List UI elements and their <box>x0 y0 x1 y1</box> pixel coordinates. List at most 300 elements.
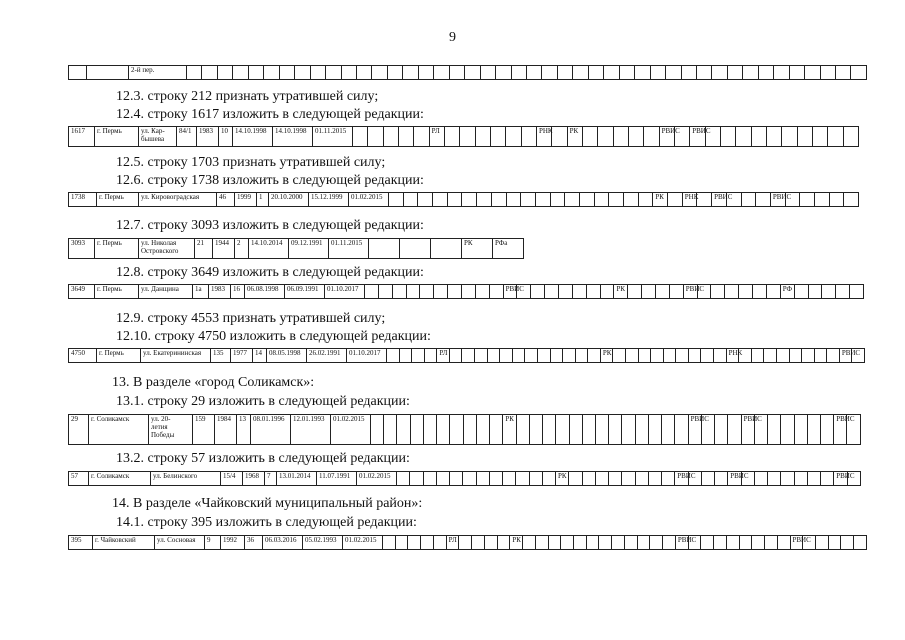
table-cell <box>403 66 418 80</box>
table-cell <box>768 415 781 445</box>
table-cell: 14.10.1998 <box>233 127 273 147</box>
table-cell <box>356 66 371 80</box>
table-cell <box>506 193 521 207</box>
table-cell: РК <box>567 127 582 147</box>
table-cell <box>516 415 529 445</box>
table-cell <box>820 415 833 445</box>
table-cell: г. Пермь <box>97 193 139 207</box>
table-cell <box>369 239 400 259</box>
table-cell: ул. Сосновая <box>155 536 205 550</box>
table-cell <box>516 472 529 486</box>
table-cell <box>295 66 310 80</box>
table-cell <box>434 285 448 299</box>
table-cell <box>521 193 536 207</box>
table-cell <box>751 349 764 363</box>
table-cell <box>535 193 550 207</box>
table-cell <box>434 66 449 80</box>
table-row-395 <box>68 535 867 550</box>
table-cell <box>794 472 807 486</box>
table-cell <box>789 66 804 80</box>
table-cell <box>437 415 450 445</box>
table-cell: 08.01.1996 <box>251 415 291 445</box>
table-cell: г. Пермь <box>95 285 139 299</box>
table-cell <box>449 349 462 363</box>
table-cell <box>635 66 650 80</box>
table-cell <box>727 66 742 80</box>
table-cell: 9 <box>205 536 221 550</box>
table-cell: 13.01.2014 <box>277 472 317 486</box>
table-cell <box>582 415 595 445</box>
table-cell <box>720 127 735 147</box>
table-cell <box>477 193 492 207</box>
table-cell: 4750 <box>69 349 97 363</box>
table-cell <box>814 349 827 363</box>
table-cell <box>444 127 459 147</box>
table-cell: РВИС <box>690 127 705 147</box>
table-cell: 46 <box>217 193 235 207</box>
table-row <box>69 66 867 80</box>
table-cell: 14.10.2014 <box>249 239 289 259</box>
table-cell: 09.12.1991 <box>289 239 329 259</box>
table-cell <box>420 285 434 299</box>
table-cell <box>410 415 423 445</box>
table-cell <box>586 285 600 299</box>
table-cell <box>650 536 663 550</box>
table-cell: РНК <box>726 349 739 363</box>
table-cell <box>628 127 643 147</box>
table-cell <box>696 66 711 80</box>
table-cell: 05.02.1993 <box>303 536 343 550</box>
table-cell: РК <box>462 239 493 259</box>
table-cell <box>548 536 561 550</box>
table-cell: РК <box>556 472 569 486</box>
table-cell <box>638 349 651 363</box>
table-cell <box>476 415 489 445</box>
table-cell <box>563 349 576 363</box>
table-cell <box>529 472 542 486</box>
table-cell: РК <box>653 193 668 207</box>
paragraph-12-5: 12.5. строку 1703 признать утратившей силу; <box>116 155 386 170</box>
table-cell <box>383 536 396 550</box>
table-cell <box>600 285 614 299</box>
table-cell: 1944 <box>213 239 235 259</box>
table-cell <box>701 536 714 550</box>
table-row-3649 <box>68 284 864 299</box>
table-cell <box>715 415 728 445</box>
table-cell: 15/4 <box>221 472 243 486</box>
table-cell: 395 <box>69 536 93 550</box>
table-cell: г. Соликамск <box>89 415 149 445</box>
table-cell <box>822 285 836 299</box>
table-row <box>69 285 864 299</box>
table-row-3093 <box>68 238 524 259</box>
table-cell: 01.10.2017 <box>325 285 365 299</box>
table-cell: 1 <box>257 193 269 207</box>
table-cell <box>711 285 725 299</box>
table-cell <box>326 66 341 80</box>
table-cell <box>741 193 756 207</box>
table-cell: РК <box>614 285 628 299</box>
table-cell: РВИС <box>675 472 688 486</box>
table-cell: 26.02.1991 <box>307 349 347 363</box>
table-cell: 08.05.1998 <box>267 349 307 363</box>
table-cell: ул. Данщина <box>139 285 193 299</box>
paragraph-12-6: 12.6. строку 1738 изложить в следующей редакции: <box>116 173 424 188</box>
table-cell: 14.10.1998 <box>273 127 313 147</box>
table-cell <box>794 415 807 445</box>
table-cell <box>805 66 820 80</box>
table-cell: РВИС <box>659 127 674 147</box>
table-cell <box>484 536 497 550</box>
table-cell <box>622 415 635 445</box>
table-cell <box>579 193 594 207</box>
table-cell: г. Пермь <box>95 239 139 259</box>
table-cell <box>766 127 781 147</box>
table-cell <box>365 285 379 299</box>
table-cell <box>728 415 741 445</box>
table-cell <box>87 66 129 80</box>
table-cell <box>403 193 418 207</box>
table-cell <box>368 127 383 147</box>
table-cell: 06.08.1998 <box>245 285 285 299</box>
table-row-57 <box>68 471 861 486</box>
section-heading-14: 14. В разделе «Чайковский муниципальный район»: <box>112 496 423 511</box>
table-cell: 29 <box>69 415 89 445</box>
table-cell <box>628 285 642 299</box>
table-cell <box>421 536 434 550</box>
table-cell <box>497 536 510 550</box>
table-cell: 01.02.2015 <box>357 472 397 486</box>
table-cell <box>753 285 767 299</box>
table-cell <box>714 349 727 363</box>
table-cell: РВИС <box>834 415 847 445</box>
table-cell: РВИС <box>839 349 852 363</box>
paragraph-12-3: 12.3. строку 212 признать утратившей силу; <box>116 89 379 104</box>
table-cell <box>398 127 413 147</box>
table-row-4750 <box>68 348 865 363</box>
table-cell <box>462 193 477 207</box>
table-cell: 135 <box>211 349 231 363</box>
table-cell: 2 <box>235 239 249 259</box>
table-cell <box>475 127 490 147</box>
table-cell <box>827 349 840 363</box>
table-cell: 21 <box>195 239 213 259</box>
table-cell <box>462 285 476 299</box>
table-cell <box>609 193 624 207</box>
table-cell <box>414 127 429 147</box>
table-cell <box>490 127 505 147</box>
table-cell <box>264 66 279 80</box>
table-cell <box>776 349 789 363</box>
table-cell <box>460 127 475 147</box>
table-cell <box>565 193 580 207</box>
table-cell <box>353 127 368 147</box>
table-cell <box>341 66 356 80</box>
table-row <box>69 536 867 550</box>
table-cell <box>789 349 802 363</box>
table-cell: 11.07.1991 <box>317 472 357 486</box>
table-cell <box>622 472 635 486</box>
table-cell <box>408 536 421 550</box>
table-cell <box>217 66 232 80</box>
table-cell <box>463 415 476 445</box>
table-row <box>69 349 865 363</box>
table-cell <box>529 415 542 445</box>
table-cell: 10 <box>219 127 233 147</box>
table-cell <box>743 66 758 80</box>
table-cell <box>436 472 449 486</box>
table-cell: 7 <box>265 472 277 486</box>
table-cell <box>676 349 689 363</box>
table-cell <box>490 415 503 445</box>
table-cell <box>395 536 408 550</box>
table-cell <box>725 285 739 299</box>
table-cell <box>582 472 595 486</box>
table-cell: ул. Екатерининская <box>141 349 211 363</box>
table-cell <box>697 193 712 207</box>
table-cell: 1977 <box>231 349 253 363</box>
table-row <box>69 415 861 445</box>
table-cell <box>726 536 739 550</box>
page-number: 9 <box>449 30 456 45</box>
table-cell <box>525 349 538 363</box>
table-cell <box>526 66 541 80</box>
table-cell <box>714 536 727 550</box>
table-cell <box>248 66 263 80</box>
table-cell: РВИС <box>683 285 697 299</box>
table-cell <box>612 536 625 550</box>
table-cell <box>572 285 586 299</box>
table-cell <box>448 285 462 299</box>
table-cell <box>450 415 463 445</box>
table-cell <box>423 415 436 445</box>
table-cell <box>595 415 608 445</box>
table-cell: РЛ <box>429 127 444 147</box>
table-cell: 16 <box>231 285 245 299</box>
table-cell <box>635 415 648 445</box>
table-cell <box>599 536 612 550</box>
table-cell <box>781 472 794 486</box>
paragraph-12-7: 12.7. строку 3093 изложить в следующей редакции: <box>116 218 424 233</box>
table-cell <box>542 472 555 486</box>
table-cell <box>465 66 480 80</box>
paragraph-13-1: 13.1. строку 29 изложить в следующей редакции: <box>116 394 410 409</box>
table-cell: г. Пермь <box>97 349 141 363</box>
table-cell <box>807 472 820 486</box>
table-cell <box>812 127 827 147</box>
table-cell <box>820 66 835 80</box>
table-cell <box>506 127 521 147</box>
table-cell <box>423 472 436 486</box>
table-cell <box>768 472 781 486</box>
table-cell <box>765 536 778 550</box>
table-cell <box>662 415 675 445</box>
table-cell: ул. Кар- бышева <box>139 127 177 147</box>
table-cell <box>829 193 844 207</box>
table-cell: РВИС <box>770 193 785 207</box>
table-cell <box>777 536 790 550</box>
table-cell <box>681 66 696 80</box>
table-row <box>69 127 859 147</box>
table-cell <box>651 349 664 363</box>
table-cell <box>841 536 854 550</box>
table-cell <box>523 536 536 550</box>
table-cell <box>851 66 866 80</box>
table-cell <box>635 472 648 486</box>
table-cell <box>543 415 556 445</box>
table-cell <box>545 285 559 299</box>
table-cell <box>656 285 670 299</box>
table-cell <box>821 472 834 486</box>
table-cell <box>573 66 588 80</box>
table-cell <box>836 66 851 80</box>
table-cell <box>594 193 609 207</box>
table-cell <box>836 285 850 299</box>
table-cell: 01.02.2015 <box>331 415 371 445</box>
table-cell <box>418 66 433 80</box>
table-cell <box>433 193 448 207</box>
table-cell: 84/1 <box>177 127 197 147</box>
table-cell: 1738 <box>69 193 97 207</box>
table-cell <box>450 472 463 486</box>
table-cell: 3649 <box>69 285 95 299</box>
table-cell: 15.12.1999 <box>309 193 349 207</box>
table-cell <box>802 349 815 363</box>
table-cell <box>556 415 569 445</box>
table-cell <box>807 415 820 445</box>
table-cell: 01.02.2015 <box>349 193 389 207</box>
table-cell: РВИС <box>675 536 688 550</box>
table-cell <box>187 66 202 80</box>
table-cell <box>619 66 634 80</box>
table-cell <box>701 472 714 486</box>
table-cell: 01.11.2015 <box>329 239 369 259</box>
table-cell <box>736 127 751 147</box>
table-cell: 1999 <box>235 193 257 207</box>
table-cell <box>511 66 526 80</box>
paragraph-14-1: 14.1. строку 395 изложить в следующей редакции: <box>116 515 417 530</box>
table-cell <box>642 285 656 299</box>
paragraph-12-9: 12.9. строку 4553 признать утратившей силу; <box>116 311 386 326</box>
table-cell <box>668 193 683 207</box>
table-cell <box>552 127 567 147</box>
paragraph-12-8: 12.8. строку 3649 изложить в следующей редакции: <box>116 265 424 280</box>
table-cell <box>758 66 773 80</box>
table-cell <box>397 415 410 445</box>
table-cell <box>739 536 752 550</box>
table-cell: РВИС <box>712 193 727 207</box>
table-cell <box>561 536 574 550</box>
table-cell: 1984 <box>215 415 237 445</box>
table-cell <box>648 415 661 445</box>
table-cell <box>650 66 665 80</box>
table-cell <box>844 193 859 207</box>
table-cell: ул. Белинского <box>151 472 221 486</box>
table-cell <box>663 349 676 363</box>
table-cell <box>406 285 420 299</box>
paragraph-12-4: 12.4. строку 1617 изложить в следующей редакции: <box>116 107 424 122</box>
table-cell <box>575 349 588 363</box>
table-cell <box>569 472 582 486</box>
table-cell <box>754 472 767 486</box>
table-cell <box>387 66 402 80</box>
table-cell <box>814 193 829 207</box>
table-cell <box>828 127 843 147</box>
table-cell: ул. 20- летия Победы <box>149 415 193 445</box>
table-cell <box>462 349 475 363</box>
table-cell <box>550 193 565 207</box>
table-cell: 13 <box>237 415 251 445</box>
table-cell: РФ <box>780 285 794 299</box>
table-cell <box>531 285 545 299</box>
table-cell: 20.10.2000 <box>269 193 309 207</box>
table-cell <box>764 349 777 363</box>
table-cell <box>662 472 675 486</box>
table-cell <box>512 349 525 363</box>
table-cell: РВИС <box>790 536 803 550</box>
table-cell: 1968 <box>243 472 265 486</box>
table-cell <box>766 285 780 299</box>
table-cell: РВИС <box>503 285 517 299</box>
table-row-top <box>68 65 867 80</box>
table-cell: РНК <box>536 127 551 147</box>
table-cell <box>233 66 248 80</box>
table-cell <box>613 127 628 147</box>
table-cell <box>387 349 400 363</box>
table-cell: 06.03.2016 <box>263 536 303 550</box>
table-cell <box>666 66 681 80</box>
table-cell: г. Соликамск <box>89 472 151 486</box>
table-cell <box>715 472 728 486</box>
table-cell: РК <box>510 536 523 550</box>
table-cell <box>638 193 653 207</box>
table-cell <box>624 193 639 207</box>
table-cell: РК <box>600 349 613 363</box>
table-cell: РК <box>503 415 516 445</box>
table-cell: 01.11.2015 <box>313 127 353 147</box>
table-cell: 159 <box>193 415 215 445</box>
table-cell: РФа <box>493 239 524 259</box>
table-cell <box>624 536 637 550</box>
table-cell <box>588 349 601 363</box>
table-cell <box>701 349 714 363</box>
table-cell <box>537 349 550 363</box>
table-cell <box>843 127 858 147</box>
table-cell <box>449 66 464 80</box>
table-cell <box>613 349 626 363</box>
table-cell <box>586 536 599 550</box>
table-cell <box>648 472 661 486</box>
table-cell: 2-й пер. <box>129 66 187 80</box>
table-cell <box>854 536 867 550</box>
table-cell: ул. Николая Островского <box>139 239 195 259</box>
table-cell <box>637 536 650 550</box>
table-cell <box>310 66 325 80</box>
table-row <box>69 239 524 259</box>
table-cell <box>774 66 789 80</box>
table-cell <box>476 472 489 486</box>
table-cell <box>371 415 384 445</box>
table-cell <box>598 127 613 147</box>
table-cell: 14 <box>253 349 267 363</box>
table-cell <box>410 472 423 486</box>
table-cell <box>412 349 425 363</box>
table-cell <box>500 349 513 363</box>
table-cell: 1992 <box>221 536 245 550</box>
table-cell: РВИС <box>728 472 741 486</box>
table-cell <box>463 472 476 486</box>
table-cell <box>794 285 808 299</box>
